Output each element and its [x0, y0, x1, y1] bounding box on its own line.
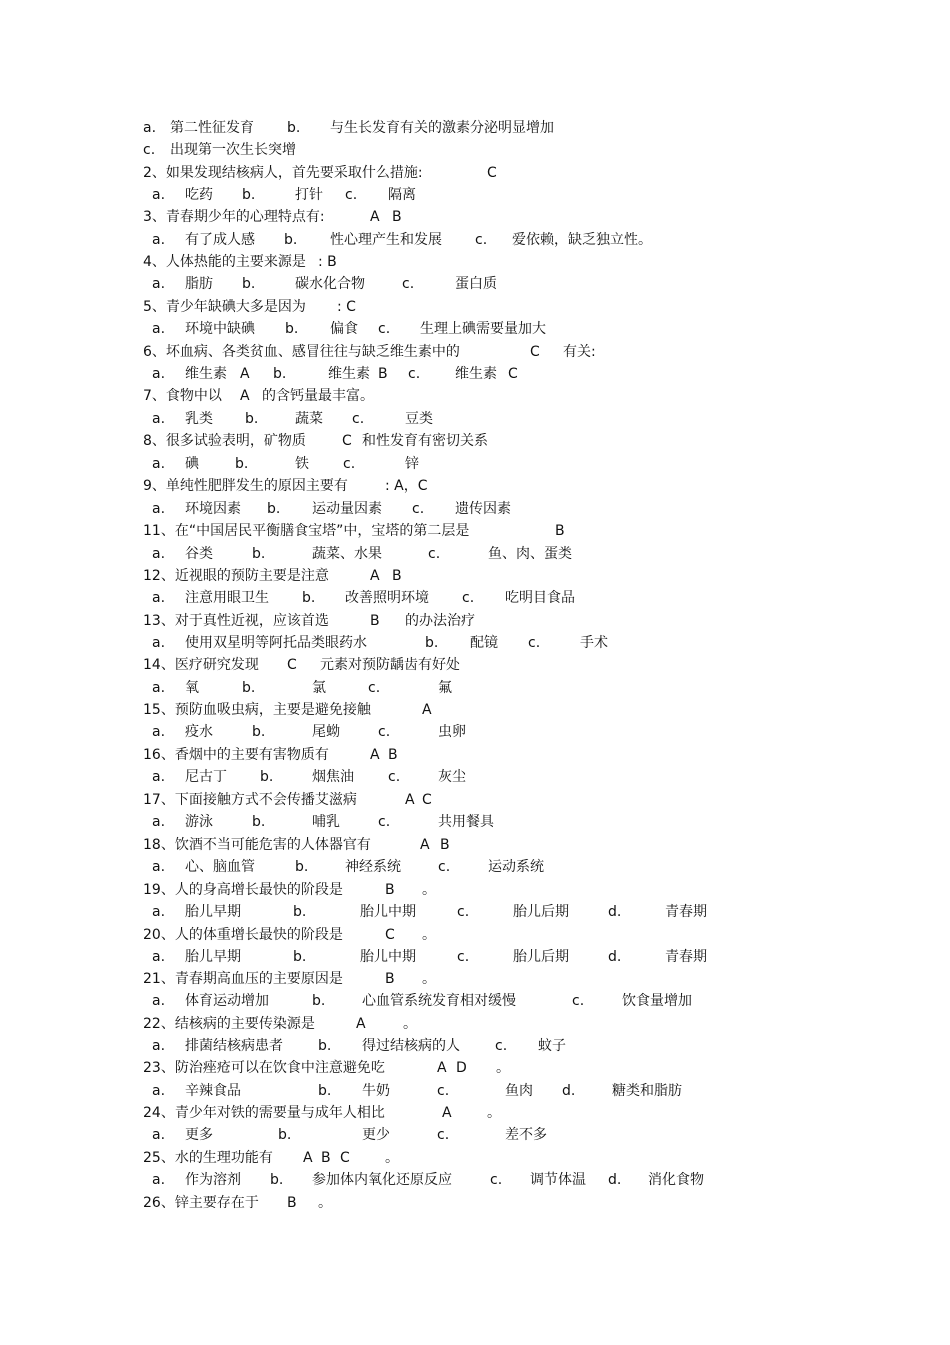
line-text: 。: [318, 1195, 332, 1211]
option-letter: d.: [608, 904, 622, 920]
options-row: [0, 273, 950, 295]
option-letter: c.: [490, 1172, 503, 1188]
line-text: 谷类: [185, 546, 213, 562]
line-text: A: [240, 366, 250, 382]
line-text: 氟: [438, 680, 452, 696]
line-text: 9、单纯性肥胖发生的原因主要有: [143, 478, 348, 494]
line-text: 24、青少年对铁的需要量与成年人相比: [143, 1105, 385, 1121]
options-row: [0, 632, 950, 654]
option-letter: c.: [437, 1083, 450, 1099]
line-text: C: [530, 344, 540, 360]
line-text: 11、在“中国居民平衡膳食宝塔”中，宝塔的第二层是: [143, 523, 470, 539]
line-text: 体育运动增加: [185, 993, 269, 1009]
line-text: 更多: [185, 1127, 213, 1143]
option-letter: a.: [152, 904, 166, 920]
option-letter: b.: [318, 1038, 332, 1054]
line-text: 胎儿中期: [360, 949, 416, 965]
option-letter: c.: [388, 769, 401, 785]
option-letter: c.: [495, 1038, 508, 1054]
line-text: 乳类: [185, 411, 213, 427]
line-text: 鱼肉: [505, 1083, 533, 1099]
line-text: 的办法治疗: [405, 613, 475, 629]
line-text: : B: [318, 254, 337, 270]
option-letter: a.: [152, 1127, 166, 1143]
option-letter: b.: [425, 635, 439, 651]
line-text: 烟焦油: [312, 769, 354, 785]
line-text: C: [385, 927, 395, 943]
question-line: [0, 341, 950, 363]
question-line: [0, 1147, 950, 1169]
line-text: 配镜: [470, 635, 498, 651]
line-text: 遗传因素: [455, 501, 511, 517]
line-text: B: [321, 1150, 331, 1166]
options-row: [0, 587, 950, 609]
line-text: 差不多: [505, 1127, 547, 1143]
line-text: A: [437, 1060, 447, 1076]
line-text: 有关:: [563, 344, 596, 360]
line-text: 鱼、肉、蛋类: [488, 546, 572, 562]
line-text: 17、下面接触方式不会传播艾滋病: [143, 792, 357, 808]
line-text: 。: [422, 971, 436, 987]
question-line: [0, 834, 950, 856]
question-line: [0, 1102, 950, 1124]
question-line: [0, 879, 950, 901]
line-text: 爱依赖，缺乏独立性。: [512, 232, 652, 248]
line-text: 维生素: [455, 366, 497, 382]
option-letter: b.: [252, 724, 266, 740]
line-text: 14、医疗研究发现: [143, 657, 259, 673]
question-line: [0, 699, 950, 721]
line-text: 牛奶: [362, 1083, 390, 1099]
options-row: [0, 721, 950, 743]
options-row: [0, 363, 950, 385]
options-row: [0, 408, 950, 430]
options-row: [0, 856, 950, 878]
line-text: 参加体内氧化还原反应: [312, 1172, 452, 1188]
line-text: 辛辣食品: [185, 1083, 241, 1099]
option-letter: b.: [312, 993, 326, 1009]
line-text: 锌: [405, 456, 419, 472]
options-row: [0, 677, 950, 699]
question-line: [0, 924, 950, 946]
line-text: A: [420, 837, 430, 853]
line-text: B: [388, 747, 398, 763]
question-line: [0, 385, 950, 407]
line-text: 胎儿早期: [185, 904, 241, 920]
line-text: 环境中缺碘: [185, 321, 255, 337]
option-letter: b.: [285, 321, 299, 337]
option-letter: b.: [273, 366, 287, 382]
line-text: 消化食物: [648, 1172, 704, 1188]
line-text: 有了成人感: [185, 232, 255, 248]
question-line: [0, 206, 950, 228]
line-text: 更少: [362, 1127, 390, 1143]
question-line: [0, 520, 950, 542]
line-text: 心血管系统发育相对缓慢: [362, 993, 516, 1009]
line-text: 21、青春期高血压的主要原因是: [143, 971, 343, 987]
option-letter: b.: [267, 501, 281, 517]
option-letter: c.: [428, 546, 441, 562]
line-text: 3、青春期少年的心理特点有:: [143, 209, 325, 225]
line-text: 蔬菜: [295, 411, 323, 427]
option-letter: c.: [352, 411, 365, 427]
option-letter: a.: [152, 366, 166, 382]
option-letter: c.: [457, 904, 470, 920]
line-text: 与生长发育有关的激素分泌明显增加: [330, 120, 554, 136]
option-letter: c.: [143, 142, 156, 158]
option-letter: d.: [608, 949, 622, 965]
options-row: [0, 811, 950, 833]
line-text: A: [370, 568, 380, 584]
line-text: 疫水: [185, 724, 213, 740]
question-line: [0, 1192, 950, 1214]
line-text: A: [370, 747, 380, 763]
line-text: 维生素: [185, 366, 227, 382]
line-text: 注意用眼卫生: [185, 590, 269, 606]
question-line: [0, 251, 950, 273]
line-text: 吃药: [185, 187, 213, 203]
line-text: C: [422, 792, 432, 808]
line-text: 隔离: [388, 187, 416, 203]
line-text: B: [370, 613, 380, 629]
option-letter: a.: [152, 232, 166, 248]
line-text: 和性发育有密切关系: [362, 433, 488, 449]
line-text: 生理上碘需要量加大: [420, 321, 546, 337]
line-text: 出现第一次生长突增: [170, 142, 296, 158]
line-text: 19、人的身高增长最快的阶段是: [143, 882, 343, 898]
line-text: : C: [337, 299, 356, 315]
line-text: B: [385, 882, 395, 898]
line-text: 12、近视眼的预防主要是注意: [143, 568, 329, 584]
line-text: 共用餐具: [438, 814, 494, 830]
option-letter: a.: [152, 949, 166, 965]
line-text: 氯: [312, 680, 326, 696]
options-row: [0, 1169, 950, 1191]
option-letter: d.: [562, 1083, 576, 1099]
line-text: 20、人的体重增长最快的阶段是: [143, 927, 343, 943]
line-text: 胎儿中期: [360, 904, 416, 920]
option-letter: b.: [252, 546, 266, 562]
line-text: 7、食物中以: [143, 388, 222, 404]
line-text: 青春期: [665, 949, 707, 965]
question-line: [0, 1057, 950, 1079]
line-text: B: [392, 209, 402, 225]
option-letter: b.: [278, 1127, 292, 1143]
line-text: 8、很多试验表明，矿物质: [143, 433, 306, 449]
line-text: 。: [487, 1105, 501, 1121]
option-letter: a.: [152, 724, 166, 740]
option-letter: a.: [143, 120, 157, 136]
option-letter: a.: [152, 501, 166, 517]
option-letter: c.: [462, 590, 475, 606]
line-text: 打针: [295, 187, 323, 203]
options-row: [0, 498, 950, 520]
option-letter: a.: [152, 187, 166, 203]
line-text: 维生素: [328, 366, 370, 382]
line-text: 排菌结核病患者: [185, 1038, 283, 1054]
line-text: A: [370, 209, 380, 225]
line-text: B: [385, 971, 395, 987]
options-row: [0, 946, 950, 968]
option-letter: b.: [242, 680, 256, 696]
option-letter: b.: [293, 949, 307, 965]
line-text: 15、预防血吸虫病，主要是避免接触: [143, 702, 371, 718]
option-letter: a.: [152, 1038, 166, 1054]
option-letter: c.: [345, 187, 358, 203]
option-letter: c.: [438, 859, 451, 875]
line-text: 作为溶剂: [185, 1172, 241, 1188]
options-row: [0, 453, 950, 475]
line-text: 虫卵: [438, 724, 466, 740]
options-row: [0, 543, 950, 565]
line-text: 心、脑血管: [185, 859, 255, 875]
option-letter: a.: [152, 590, 166, 606]
line-text: 蔬菜、水果: [312, 546, 382, 562]
line-text: B: [378, 366, 388, 382]
line-text: C: [342, 433, 352, 449]
option-letter: c.: [343, 456, 356, 472]
options-row: [0, 229, 950, 251]
options-row: [0, 117, 950, 139]
line-text: 游泳: [185, 814, 213, 830]
line-text: 。: [496, 1060, 510, 1076]
option-letter: c.: [378, 321, 391, 337]
option-letter: b.: [293, 904, 307, 920]
line-text: C: [340, 1150, 350, 1166]
options-row: [0, 184, 950, 206]
option-letter: b.: [295, 859, 309, 875]
line-text: 4、人体热能的主要来源是: [143, 254, 306, 270]
option-letter: a.: [152, 635, 166, 651]
line-text: 尾蚴: [312, 724, 340, 740]
line-text: 5、青少年缺碘大多是因为: [143, 299, 306, 315]
line-text: 的含钙量最丰富。: [262, 388, 374, 404]
question-line: [0, 1013, 950, 1035]
line-text: 25、水的生理功能有: [143, 1150, 273, 1166]
line-text: A: [356, 1016, 366, 1032]
question-line: [0, 162, 950, 184]
question-line: [0, 744, 950, 766]
line-text: 。: [422, 882, 436, 898]
question-line: [0, 610, 950, 632]
options-row: [0, 318, 950, 340]
option-letter: c.: [402, 276, 415, 292]
option-letter: c.: [457, 949, 470, 965]
question-line: [0, 430, 950, 452]
line-text: 2、如果发现结核病人，首先要采取什么措施:: [143, 165, 423, 181]
option-letter: b.: [302, 590, 316, 606]
line-text: D: [456, 1060, 467, 1076]
line-text: 。: [385, 1150, 399, 1166]
line-text: 第二性征发育: [170, 120, 254, 136]
option-letter: c.: [378, 724, 391, 740]
option-letter: c.: [475, 232, 488, 248]
option-letter: a.: [152, 1083, 166, 1099]
options-row: [0, 990, 950, 1012]
options-row: [0, 1080, 950, 1102]
line-text: 手术: [580, 635, 608, 651]
line-text: 18、饮酒不当可能危害的人体器官有: [143, 837, 371, 853]
options-row: [0, 139, 950, 161]
line-text: 胎儿后期: [513, 904, 569, 920]
line-text: A: [303, 1150, 313, 1166]
options-row: [0, 1124, 950, 1146]
line-text: C: [508, 366, 518, 382]
line-text: 得过结核病的人: [362, 1038, 460, 1054]
line-text: 元素对预防龋齿有好处: [320, 657, 460, 673]
line-text: 26、锌主要存在于: [143, 1195, 259, 1211]
line-text: 灰尘: [438, 769, 466, 785]
line-text: 23、防治痤疮可以在饮食中注意避免吃: [143, 1060, 385, 1076]
line-text: A: [442, 1105, 452, 1121]
option-letter: a.: [152, 321, 166, 337]
line-text: 蚊子: [538, 1038, 566, 1054]
line-text: 胎儿后期: [513, 949, 569, 965]
option-letter: a.: [152, 769, 166, 785]
line-text: B: [440, 837, 450, 853]
line-text: A: [422, 702, 432, 718]
line-text: 糖类和脂肪: [612, 1083, 682, 1099]
line-text: A: [240, 388, 250, 404]
option-letter: b.: [235, 456, 249, 472]
option-letter: a.: [152, 411, 166, 427]
line-text: 改善照明环境: [345, 590, 429, 606]
option-letter: c.: [378, 814, 391, 830]
line-text: 22、结核病的主要传染源是: [143, 1016, 315, 1032]
line-text: 使用双星明等阿托品类眼药水: [185, 635, 367, 651]
line-text: 运动量因素: [312, 501, 382, 517]
question-line: [0, 968, 950, 990]
line-text: 胎儿早期: [185, 949, 241, 965]
line-text: 运动系统: [488, 859, 544, 875]
question-line: [0, 475, 950, 497]
line-text: 脂肪: [185, 276, 213, 292]
line-text: 。: [403, 1016, 417, 1032]
option-letter: b.: [242, 187, 256, 203]
line-text: B: [287, 1195, 297, 1211]
option-letter: a.: [152, 814, 166, 830]
line-text: 偏食: [330, 321, 358, 337]
question-line: [0, 654, 950, 676]
option-letter: b.: [242, 276, 256, 292]
option-letter: a.: [152, 680, 166, 696]
option-letter: c.: [528, 635, 541, 651]
option-letter: b.: [260, 769, 274, 785]
option-letter: c.: [437, 1127, 450, 1143]
line-text: 氧: [185, 680, 199, 696]
option-letter: a.: [152, 276, 166, 292]
option-letter: c.: [408, 366, 421, 382]
option-letter: b.: [318, 1083, 332, 1099]
line-text: 。: [422, 927, 436, 943]
line-text: 豆类: [405, 411, 433, 427]
line-text: 13、对于真性近视，应该首选: [143, 613, 329, 629]
line-text: 调节体温: [530, 1172, 586, 1188]
line-text: C: [487, 165, 497, 181]
option-letter: a.: [152, 859, 166, 875]
line-text: 蛋白质: [455, 276, 497, 292]
option-letter: b.: [270, 1172, 284, 1188]
question-line: [0, 565, 950, 587]
line-text: 神经系统: [345, 859, 401, 875]
option-letter: a.: [152, 993, 166, 1009]
line-text: 哺乳: [312, 814, 340, 830]
line-text: A: [405, 792, 415, 808]
line-text: 16、香烟中的主要有害物质有: [143, 747, 329, 763]
line-text: 环境因素: [185, 501, 241, 517]
line-text: 6、坏血病、各类贫血、感冒往往与缺乏维生素中的: [143, 344, 460, 360]
option-letter: b.: [284, 232, 298, 248]
option-letter: c.: [572, 993, 585, 1009]
option-letter: a.: [152, 1172, 166, 1188]
option-letter: a.: [152, 456, 166, 472]
option-letter: b.: [252, 814, 266, 830]
options-row: [0, 901, 950, 923]
option-letter: d.: [608, 1172, 622, 1188]
question-line: [0, 296, 950, 318]
line-text: C: [287, 657, 297, 673]
option-letter: a.: [152, 546, 166, 562]
line-text: 饮食量增加: [622, 993, 692, 1009]
question-line: [0, 789, 950, 811]
option-letter: b.: [245, 411, 259, 427]
option-letter: c.: [412, 501, 425, 517]
line-text: 青春期: [665, 904, 707, 920]
option-letter: b.: [287, 120, 301, 136]
line-text: 吃明目食品: [505, 590, 575, 606]
line-text: 尼古丁: [185, 769, 227, 785]
line-text: 性心理产生和发展: [330, 232, 442, 248]
options-row: [0, 766, 950, 788]
line-text: B: [555, 523, 565, 539]
line-text: : A，C: [385, 478, 428, 494]
option-letter: c.: [368, 680, 381, 696]
options-row: [0, 1035, 950, 1057]
line-text: 碳水化合物: [295, 276, 365, 292]
line-text: 铁: [295, 456, 309, 472]
line-text: 碘: [185, 456, 199, 472]
line-text: B: [392, 568, 402, 584]
